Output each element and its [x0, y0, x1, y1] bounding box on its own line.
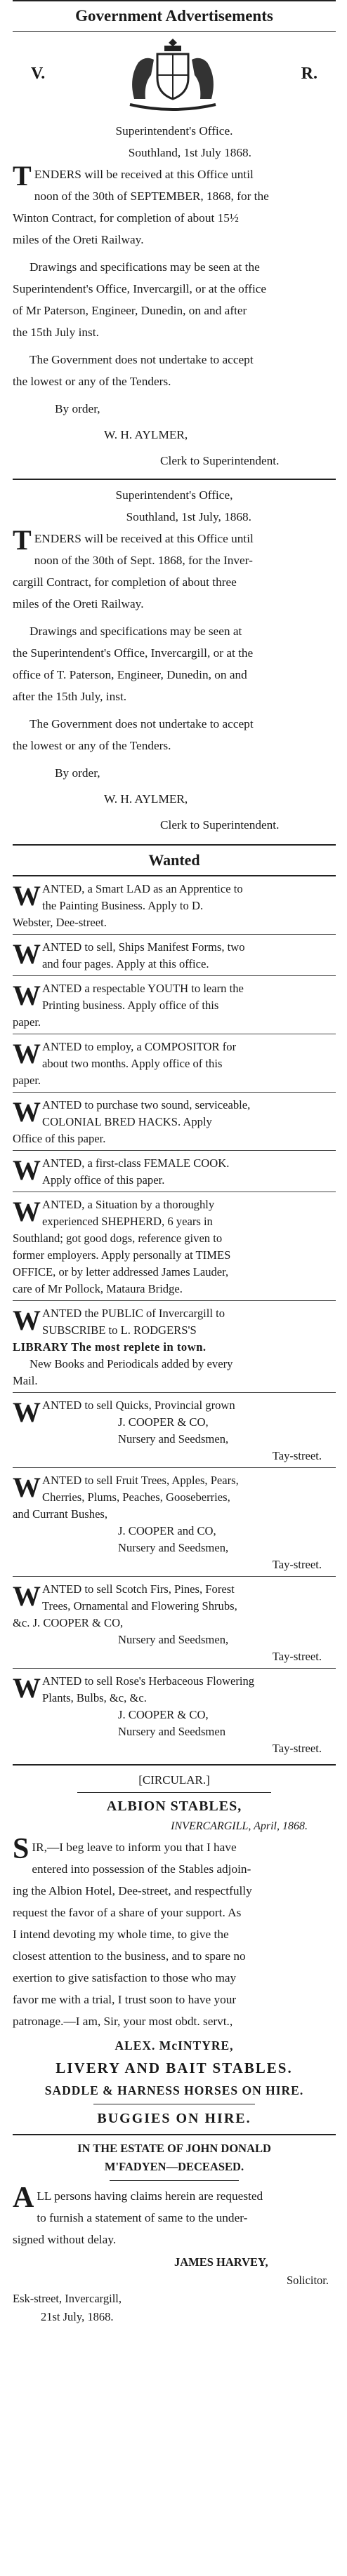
- text-line: favor me with a trial, I trust soon to have your: [13, 1993, 237, 2006]
- notice-divider: [13, 479, 336, 480]
- wanted-ad: [13, 1393, 336, 1467]
- text-line: Webster, Dee-street.: [13, 916, 107, 929]
- by-order: By order,: [55, 402, 100, 415]
- drop-cap: W: [13, 1672, 41, 1704]
- text-line: Drawings and specifications may be seen at: [30, 625, 242, 638]
- text-line: signed without delay.: [13, 2233, 117, 2246]
- text-line: the lowest or any of the Tenders.: [13, 375, 171, 388]
- text-line: ANTED to sell Scotch Firs, Pines, Forest: [42, 1582, 235, 1596]
- signer-name: W. H. AYLMER,: [104, 428, 188, 441]
- crest-right-letter: R.: [301, 64, 317, 83]
- text-line: to furnish a statement of same to the under-: [37, 2211, 248, 2224]
- text-line: Trees, Ornamental and Flowering Shrubs,: [42, 1599, 237, 1613]
- text-line: of Mr Paterson, Engineer, Dunedin, on and after: [13, 304, 247, 317]
- text-line: miles of the Oreti Railway.: [13, 233, 144, 246]
- albion-stables-circular: [13, 1771, 336, 2130]
- text-line: Nursery and Seedsmen: [118, 1725, 225, 1738]
- drop-cap: S: [13, 1833, 30, 1865]
- text-line: and four pages. Apply at this office.: [42, 957, 209, 970]
- livery-heading: LIVERY AND BAIT STABLES.: [55, 2060, 293, 2076]
- text-line: ANTED, a first-class FEMALE COOK.: [42, 1156, 230, 1170]
- text-line: ANTED to sell, Ships Manifest Forms, two: [42, 940, 245, 954]
- text-line: ANTED to sell Quicks, Provincial grown: [42, 1399, 235, 1412]
- wanted-ad: [13, 1192, 336, 1300]
- text-line: LL persons having claims herein are requested: [37, 2189, 263, 2203]
- text-line: ANTED to sell Fruit Trees, Apples, Pears,: [42, 1474, 239, 1487]
- text-line: ANTED to purchase two sound, serviceable,: [42, 1098, 251, 1112]
- text-line: Tay-street.: [272, 1558, 322, 1571]
- wanted-ad: [13, 1093, 336, 1150]
- wanted-ad: [13, 1577, 336, 1668]
- wanted-ads: [13, 876, 336, 1760]
- section-rule: [13, 2134, 336, 2135]
- text-line: noon of the 30th of SEPTEMBER, 1868, for the: [34, 189, 269, 203]
- wanted-ad: [13, 1669, 336, 1760]
- wanted-ad: [13, 1034, 336, 1092]
- royal-crest: [13, 32, 336, 116]
- text-line: COLONIAL BRED HACKS. Apply: [42, 1115, 212, 1128]
- short-rule: [110, 2180, 239, 2181]
- section-heading-government: Government Advertisements: [75, 7, 273, 25]
- text-line: office of T. Paterson, Engineer, Dunedin, on and: [13, 668, 247, 681]
- wanted-ad: [13, 1301, 336, 1392]
- drop-cap: W: [13, 1154, 41, 1186]
- short-rule: [77, 1792, 271, 1793]
- text-line: about two months. Apply office of this: [42, 1057, 223, 1070]
- drop-cap: W: [13, 1304, 41, 1336]
- text-line: Winton Contract, for completion of about 15½: [13, 211, 239, 225]
- text-line: ANTED the PUBLIC of Invercargill to: [42, 1307, 225, 1320]
- text-line: Superintendent's Office, Invercargill, or at the office: [13, 282, 267, 295]
- text-line: the Superintendent's Office, Invercargill, or at the: [13, 646, 254, 660]
- text-line: the lowest or any of the Tenders.: [13, 739, 171, 752]
- text-line: paper.: [13, 1015, 41, 1029]
- coat-of-arms-icon: [113, 34, 233, 113]
- text-line: LIBRARY The most replete in town.: [13, 1340, 207, 1354]
- estate-title-1: IN THE ESTATE OF JOHN DONALD: [77, 2142, 271, 2155]
- notice-paragraph-3: [13, 349, 336, 392]
- estate-role: Solicitor.: [286, 2274, 329, 2287]
- text-line: The Government does not undertake to accept: [30, 717, 254, 730]
- text-line: The Government does not undertake to accept: [30, 353, 254, 366]
- text-line: New Books and Periodicals added by every: [30, 1357, 233, 1370]
- circular-date: INVERCARGILL, April, 1868.: [171, 1820, 308, 1832]
- text-line: the 15th July inst.: [13, 326, 99, 339]
- section-heading-wanted: Wanted: [148, 851, 200, 869]
- signer-title: Clerk to Superintendent.: [160, 454, 280, 467]
- drop-cap: W: [13, 980, 41, 1011]
- text-line: OFFICE, or by letter addressed James Lauder,: [13, 1265, 229, 1279]
- text-line: Nursery and Seedsmen,: [118, 1633, 229, 1646]
- drop-cap: W: [13, 1471, 41, 1503]
- drop-cap: W: [13, 1396, 41, 1428]
- text-line: ANTED to sell Rose's Herbaceous Flowering: [42, 1674, 255, 1688]
- wanted-ad: [13, 1468, 336, 1576]
- text-line: ANTED a respectable YOUTH to learn the: [42, 982, 244, 995]
- drop-cap: W: [13, 1196, 41, 1227]
- wanted-ad: [13, 976, 336, 1034]
- estate-address: Esk-street, Invercargill,: [13, 2292, 122, 2305]
- signer-title: Clerk to Superintendent.: [160, 818, 280, 832]
- text-line: IR,—I beg leave to inform you that I have: [32, 1841, 237, 1854]
- notice-paragraph-2: [13, 620, 336, 707]
- text-line: care of Mr Pollock, Mataura Bridge.: [13, 1282, 183, 1295]
- text-line: ENDERS will be received at this Office until: [34, 532, 254, 545]
- wanted-ad: [13, 1151, 336, 1192]
- text-line: entered into possession of the Stables adjoin-: [32, 1862, 251, 1876]
- text-line: noon of the 30th of Sept. 1868, for the Inver-: [34, 554, 253, 567]
- text-line: exertion to give satisfaction to those who may: [13, 1971, 237, 1984]
- notice-office: Superintendent's Office,: [115, 488, 233, 502]
- section-rule: [13, 1764, 336, 1766]
- notice-paragraph-3: [13, 713, 336, 756]
- by-order: By order,: [55, 766, 100, 780]
- circular-tag: [CIRCULAR.]: [138, 1773, 210, 1787]
- drop-cap: W: [13, 880, 41, 912]
- notice-date: Southland, 1st July, 1868.: [126, 510, 251, 523]
- crest-left-letter: V.: [31, 64, 46, 83]
- text-line: ANTED, a Smart LAD as an Apprentice to: [42, 882, 243, 895]
- text-line: closest attention to the business, and to spare no: [13, 1949, 246, 1963]
- text-line: I intend devoting my whole time, to give the: [13, 1928, 229, 1941]
- text-line: request the favor of a share of your support. As: [13, 1906, 242, 1919]
- text-line: the Painting Business. Apply to D.: [42, 899, 204, 912]
- tender-notice-winton: [13, 120, 336, 472]
- estate-title-2: M'FADYEN—DECEASED.: [104, 2160, 244, 2173]
- text-line: Apply office of this paper.: [42, 1173, 165, 1187]
- notice-paragraph-1: [13, 524, 336, 615]
- text-line: cargill Contract, for completion of about three: [13, 575, 237, 589]
- text-line: experienced SHEPHERD, 6 years in: [42, 1215, 213, 1228]
- text-line: Tay-street.: [272, 1650, 322, 1663]
- text-line: ENDERS will be received at this Office until: [34, 168, 254, 181]
- text-line: and Currant Bushes,: [13, 1507, 108, 1521]
- text-line: former employers. Apply personally at TIMES: [13, 1248, 231, 1262]
- drop-cap: W: [13, 1580, 41, 1612]
- text-line: Tay-street.: [272, 1449, 322, 1462]
- saddle-heading: SADDLE & HARNESS HORSES ON HIRE.: [44, 2083, 304, 2097]
- drop-cap: T: [13, 524, 32, 556]
- text-line: J. COOPER & CO,: [118, 1415, 209, 1429]
- text-line: J. COOPER & CO,: [118, 1708, 209, 1721]
- tender-notice-invercargill: [13, 484, 336, 836]
- text-line: Nursery and Seedsmen,: [118, 1541, 229, 1554]
- text-line: J. COOPER and CO,: [118, 1524, 216, 1537]
- notice-date: Southland, 1st July 1868.: [128, 146, 251, 159]
- circular-name: ALBION STABLES,: [106, 1798, 242, 1814]
- text-line: miles of the Oreti Railway.: [13, 597, 144, 610]
- wanted-ad: [13, 876, 336, 934]
- text-line: Tay-street.: [272, 1742, 322, 1755]
- drop-cap: A: [13, 2182, 34, 2214]
- text-line: after the 15th July, inst.: [13, 690, 127, 703]
- estate-notice: [13, 2140, 336, 2326]
- estate-date: 21st July, 1868.: [41, 2310, 114, 2323]
- wanted-ad: [13, 935, 336, 975]
- text-line: Southland; got good dogs, reference given to: [13, 1232, 223, 1245]
- circular-body: [13, 1833, 336, 2032]
- drop-cap: T: [13, 160, 32, 192]
- estate-signer: JAMES HARVEY,: [174, 2255, 268, 2269]
- signer-name: W. H. AYLMER,: [104, 792, 188, 806]
- text-line: Printing business. Apply office of this: [42, 999, 219, 1012]
- text-line: &c. J. COOPER & CO,: [13, 1616, 124, 1629]
- text-line: Drawings and specifications may be seen at the: [30, 260, 260, 274]
- text-line: patronage.—I am, Sir, your most obdt. servt.,: [13, 2015, 233, 2028]
- circular-signer: ALEX. McINTYRE,: [114, 2038, 234, 2053]
- drop-cap: W: [13, 1038, 41, 1069]
- text-line: ANTED to employ, a COMPOSITOR for: [42, 1040, 237, 1053]
- estate-body: [13, 2182, 336, 2250]
- buggies-heading: BUGGIES ON HIRE.: [97, 2111, 251, 2126]
- drop-cap: W: [13, 1096, 41, 1128]
- text-line: ANTED, a Situation by a thoroughly: [42, 1198, 215, 1211]
- text-line: Nursery and Seedsmen,: [118, 1432, 229, 1446]
- notice-paragraph-2: [13, 256, 336, 343]
- text-line: SUBSCRIBE to L. RODGERS'S: [42, 1323, 197, 1337]
- text-line: Mail.: [13, 1374, 38, 1387]
- notice-paragraph-1: [13, 160, 336, 251]
- text-line: Plants, Bulbs, &c, &c.: [42, 1691, 147, 1704]
- text-line: Office of this paper.: [13, 1132, 106, 1145]
- notice-office: Superintendent's Office.: [115, 124, 233, 138]
- text-line: paper.: [13, 1074, 41, 1087]
- text-line: Cherries, Plums, Peaches, Gooseberries,: [42, 1490, 230, 1504]
- text-line: ing the Albion Hotel, Dee-street, and respectfully: [13, 1884, 252, 1897]
- drop-cap: W: [13, 938, 41, 970]
